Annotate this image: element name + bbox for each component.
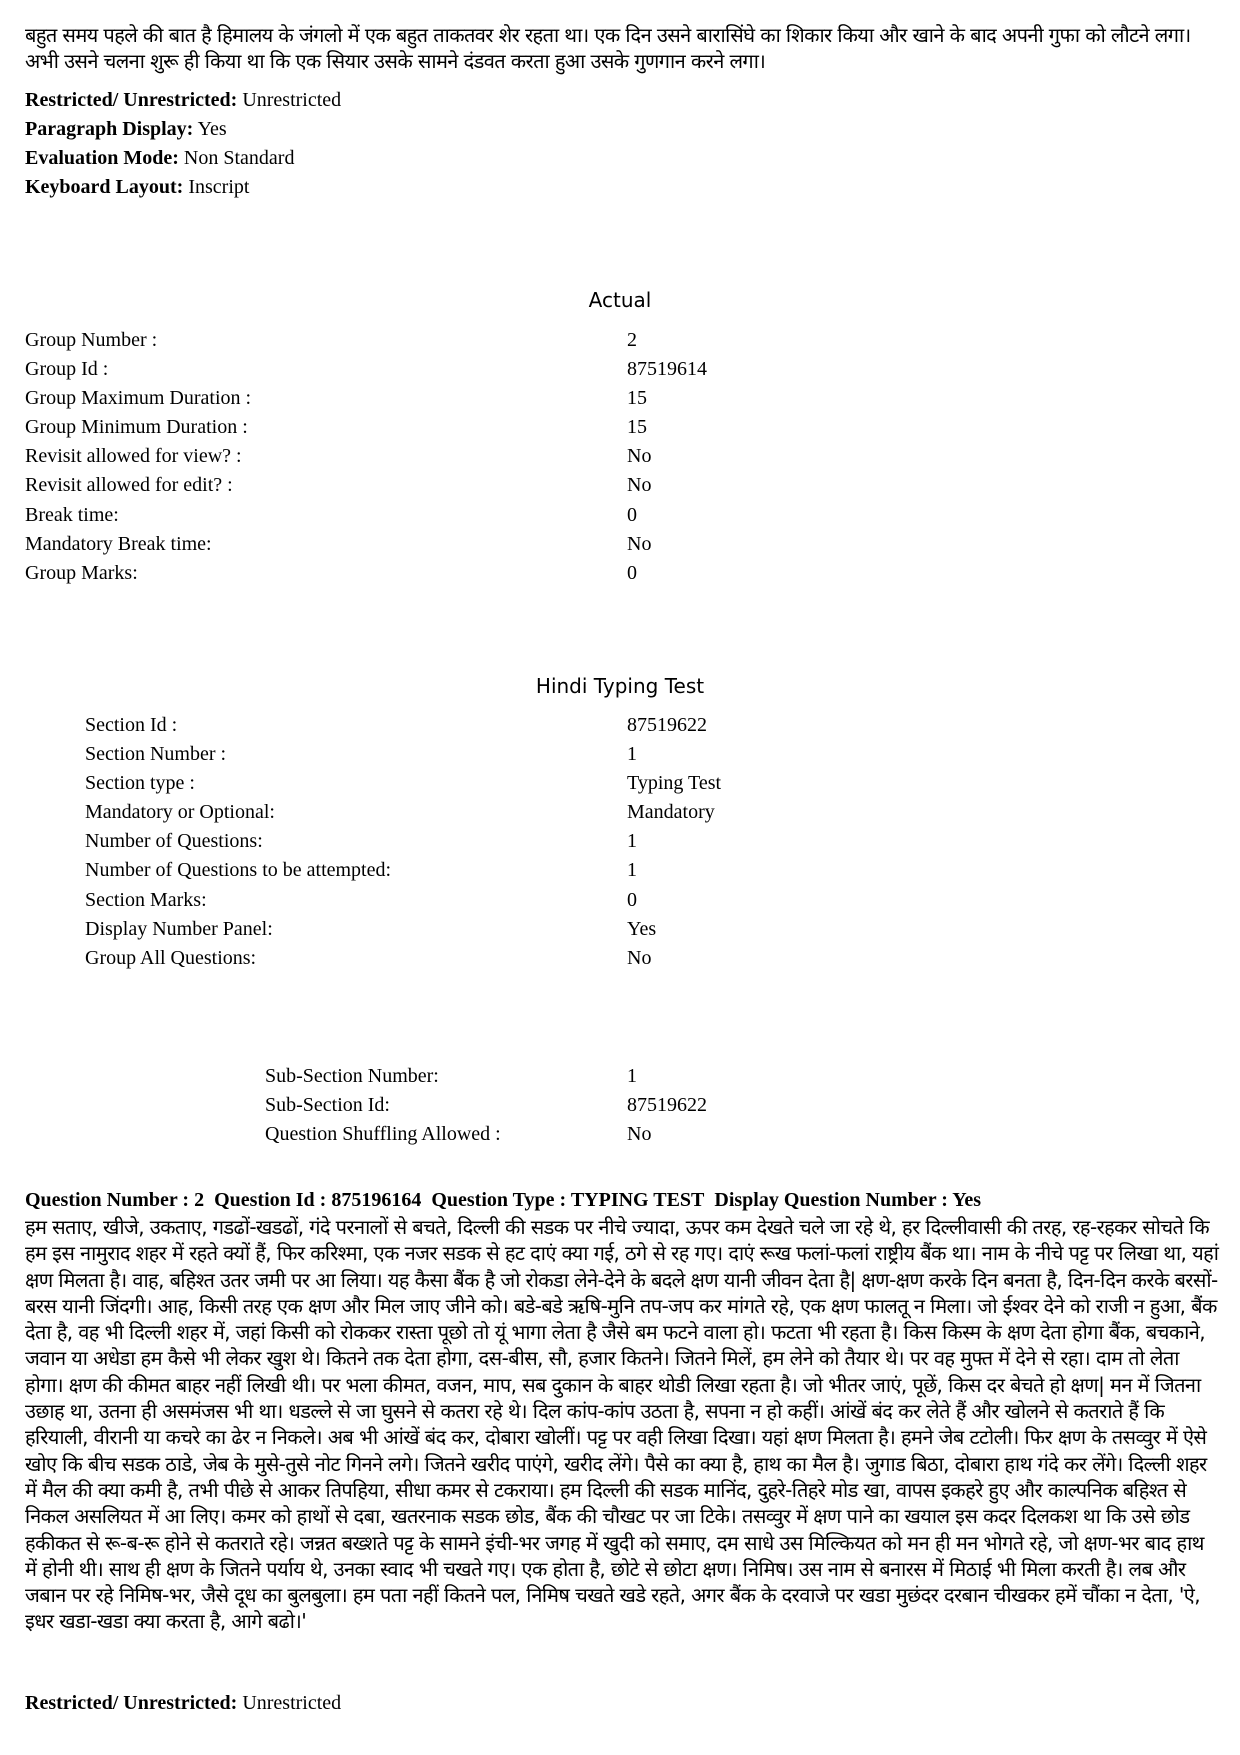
group-heading: Actual	[588, 288, 652, 312]
question-type: Question Type : TYPING TEST	[431, 1189, 705, 1211]
group-details-table	[25, 326, 707, 588]
footer-restricted: Restricted/ Unrestricted: Unrestricted	[25, 1692, 342, 1714]
group-row-break-time: Break time: 0	[25, 503, 637, 526]
group-row-id: Group Id : 87519614	[25, 358, 707, 381]
section-row-type: Section type : Typing Test	[85, 772, 722, 795]
question-header	[25, 1186, 986, 1214]
group-row-revisit-edit: Revisit allowed for edit? : No	[25, 474, 652, 497]
meta-evaluation-mode: Evaluation Mode: Non Standard	[25, 147, 295, 169]
section-row-num-questions: Number of Questions: 1	[85, 830, 637, 853]
subsection-details-table	[265, 1062, 707, 1149]
section-row-group-all: Group All Questions: No	[85, 946, 652, 969]
subsection-row-number: Sub-Section Number: 1	[265, 1065, 637, 1087]
meta-paragraph-display: Paragraph Display: Yes	[25, 118, 227, 140]
subsection-row-id: Sub-Section Id: 87519622	[265, 1094, 707, 1117]
group-row-max-duration: Group Maximum Duration : 15	[25, 387, 647, 410]
section-row-num-attempted: Number of Questions to be attempted: 1	[85, 859, 637, 882]
group-row-number: Group Number : 2	[25, 329, 637, 351]
section-row-id: Section Id : 87519622	[85, 714, 707, 736]
section-row-marks: Section Marks: 0	[85, 888, 637, 911]
group-row-mandatory-break: Mandatory Break time: No	[25, 532, 652, 555]
group-row-revisit-view: Revisit allowed for view? : No	[25, 445, 652, 468]
question-number: Question Number : 2	[25, 1189, 205, 1211]
meta-keyboard-layout: Keyboard Layout: Inscript	[25, 176, 250, 198]
question-meta	[25, 86, 341, 202]
intro-paragraph: बहुत समय पहले की बात है हिमालय के जंगलो में एक बहुत ताकतवर शेर रहता था। एक दिन उसने बारासिंघे का शिकार किया और खाने के बाद अपनी गुफा को लौटने लगा। अभी उसने चलना शुरू ही किया था कि एक सियार उसके सामने दंडवत करता हुआ उसके गुणगान करने लगा।	[25, 23, 1191, 74]
question-id: Question Id : 875196164	[214, 1189, 422, 1211]
meta-restricted: Restricted/ Unrestricted: Unrestricted	[25, 89, 342, 111]
section-row-number-panel: Display Number Panel: Yes	[85, 917, 657, 940]
section-row-mandatory: Mandatory or Optional: Mandatory	[85, 801, 715, 824]
section-details-table	[85, 711, 722, 973]
group-row-marks: Group Marks: 0	[25, 561, 637, 584]
section-row-number: Section Number : 1	[85, 743, 637, 766]
display-question-number: Display Question Number : Yes	[714, 1189, 982, 1211]
subsection-row-shuffling: Question Shuffling Allowed : No	[265, 1123, 652, 1146]
group-row-min-duration: Group Minimum Duration : 15	[25, 416, 647, 439]
section-heading: Hindi Typing Test	[535, 674, 705, 698]
typing-passage: हम सताए, खीजे, उकताए, गडढों-खडढों, गंदे परनालों से बचते, दिल्ली की सडक पर नीचे ज्यादा, ऊपर कम देखते चले जा रहे थे, हर दिल्लीवासी की तरह, रह-रहकर सोचते कि हम इस नामुराद शहर में रहते क्यों हैं, फिर करिश्मा, एक नजर सडक से हट दाएं क्या गई, ठगे से रह गए। दाएं रूख फलां-फलां राष्ट्रीय बैंक था। नाम के नीचे पट्ट पर लिखा था, यहां क्षण मिलता है। वाह, बहिश्त उतर जमी पर आ लिया। यह कैसा बैंक है जो रोकडा लेने-देने के बदले क्षण यानी जीवन देता है| क्षण-क्षण करके दिन बनता है, दिन-दिन करके बरसों-बरस यानी जिंदगी। आह, किसी तरह एक क्षण और मिल जाए जीने को। बडे-बडे ऋषि-मुनि तप-जप कर मांगते रहे, एक क्षण फालतू न मिला। जो ईश्वर देने को राजी न हुआ, बैंक देता है, वह भी दिल्ली शहर में, जहां किसी को रोककर रास्ता पूछो तो यूं भागा लेता है जैसे बम फटने वाला हो। फटता भी रहता है। किस किस्म के क्षण देता होगा बैंक, बचकाने, जवान या अधेडा हम कैसे भी लेकर खुश थे। कितने तक देता होगा, दस-बीस, सौ, हजार कितने। जितने मिलें, हम लेने को तैयार थे। पर वह मुफ्त में देने से रहा। दाम तो लेता होगा। क्षण की कीमत बाहर नहीं लिखी थी। पर भला कीमत, वजन, माप, सब दुकान के बाहर थोडी लिखा रहता है। जो भीतर जाएं, पूछें, किस दर बेचते हो क्षण| मन में जितना उछाह था, उतना ही असमंजस भी था। धडल्ले से जा घुसने से कतरा रहे थे। दिल कांप-कांप उठता है, सपना न हो कहीं। आंखें बंद कर लेते हैं और खोलने से कतराते हैं कि हरियाली, वीरानी या कचरे का ढेर न निकले। अब भी आंखें बंद कर, दोबारा खोलीं। पट्ट पर वही लिखा दिखा। यहां क्षण मिलता है। हमने जेब टटोली। फिर क्षण के तसव्वुर में ऐसे खोए कि बीच सडक ठाडे, जेब के मुसे-तुसे नोट गिनने लगे। जितने खरीद पाएंगे, खरीद लेंगे। पैसे का क्या है, हाथ का मैल है। जुगाड बिठा, दोबारा हाथ गंदे कर लेंगे। दिल्ली शहर में मैल की क्या कमी है, तभी पीछे से आकर तिपहिया, सीधा कमर से टकराया। हम दिल्ली की सडक मानिंद, दुहरे-तिहरे मोड खा, वापस इकहरे हुए और काल्पनिक बहिश्त से निकल असलियत में आ लिए। कमर को हाथों से दबा, खतरनाक सडक छोड, बैंक की चौखट पर जा टिके। तसव्वुर में क्षण पाने का खयाल इस कदर दिलकश था कि उसे छोड हकीकत से रू-ब-रू होने से कतराते रहे। जन्नत बख्शते पट्ट के सामने इंची-भर जगह में खुदी को समाए, दम साधे उस मिल्कियत को मन ही मन भोगते रहे, जो क्षण-भर बाद हाथ में होनी थी। साथ ही क्षण के जितने पर्याय थे, उनका स्वाद भी चखते गए। एक होता है, छोटे से छोटा क्षण। निमिष। उस नाम से बनारस में मिठाई भी मिला करती है। लब और जबान पर रहे निमिष-भर, जैसे दूध का बुलबुला। हम पता नहीं कितने पल, निमिष चखते खडे रहते, अगर बैंक के दरवाजे पर खडा मुछंदर दरबान चीखकर हमें चौंका न देता, 'ऐ, इधर खडा-खडा क्या करता है, आगे बढो।'	[25, 1215, 1219, 1634]
